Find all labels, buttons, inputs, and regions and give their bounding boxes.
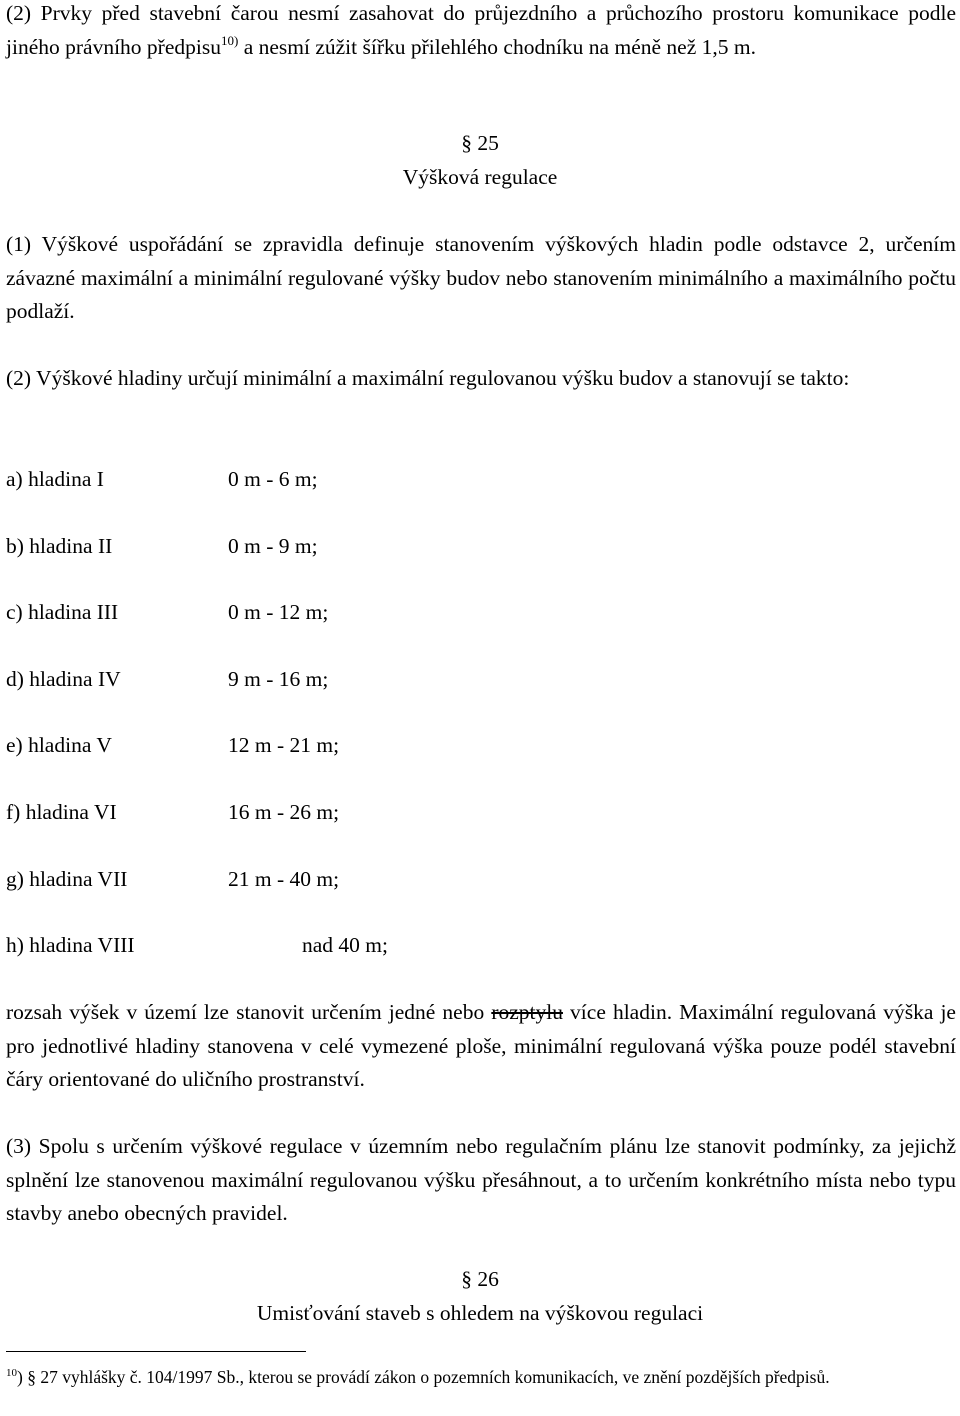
paragraph-text-cont: více hladin. Maximální regulovaná výška je pro jednotlivé hladiny stanovena v celé vymezené ploše, minimální regulovaná výška pouze podél stavební čáry orientované do uličního prostranství.	[6, 1000, 956, 1091]
level-value: 9 m - 16 m;	[228, 667, 329, 691]
footnote-reference: 10)	[220, 32, 239, 48]
level-label: d) hladina IV	[6, 667, 121, 691]
footnote-text: ) § 27 vyhlášky č. 104/1997 Sb., kterou se provádí zákon o pozemních komunikacích, ve znění pozdějších předpisů.	[17, 1367, 830, 1387]
struck-word: rozptylu	[491, 1000, 563, 1024]
section-25-title: Výšková regulace	[402, 165, 558, 189]
level-label: a) hladina I	[6, 467, 104, 491]
level-value: 16 m - 26 m;	[228, 800, 340, 824]
paragraph-25-3: (3) Spolu s určením výškové regulace v územním nebo regulačním plánu lze stanovit podmínky, za jejichž splnění lze stanovenou maximální regulovanou výšku přesáhnout, a to určením konkrétního místa nebo typu stavby anebo obecných pravidel.	[6, 1134, 956, 1225]
level-value: 0 m - 12 m;	[228, 600, 329, 624]
paragraph-2-prvky	[6, 0, 956, 64]
footnote	[6, 1364, 936, 1391]
paragraph-text: rozsah výšek v území lze stanovit určením jedné nebo	[6, 1000, 492, 1024]
level-label: b) hladina II	[6, 534, 113, 558]
section-26-title: Umisťování staveb s ohledem na výškovou regulaci	[256, 1301, 704, 1325]
paragraph-text: (2) Prvky před stavební čarou nesmí zasahovat do průjezdního a průchozího prostoru komunikace podle jiného právního předpisu	[6, 1, 956, 59]
level-label: h) hladina VIII	[6, 933, 135, 957]
footnote-separator	[6, 1351, 306, 1352]
paragraph-rozsah	[6, 996, 956, 1097]
level-label: g) hladina VII	[6, 867, 128, 891]
footnote-number: 10	[6, 1367, 17, 1379]
level-value: nad 40 m;	[302, 933, 388, 957]
level-label: c) hladina III	[6, 600, 119, 624]
paragraph-25-1: (1) Výškové uspořádání se zpravidla definuje stanovením výškových hladin podle odstavce 2, určením závazné maximální a minimální regulované výšky budov nebo stanovením minimálního a maximálního počtu podlaží.	[6, 232, 956, 323]
level-value: 21 m - 40 m;	[228, 867, 340, 891]
paragraph-25-2: (2) Výškové hladiny určují minimální a maximální regulovanou výšku budov a stanovují se takto:	[6, 366, 850, 390]
paragraph-text-cont: a nesmí zúžit šířku přilehlého chodníku na méně než 1,5 m.	[238, 34, 756, 59]
level-value: 0 m - 9 m;	[228, 534, 318, 558]
level-value: 12 m - 21 m;	[228, 733, 340, 757]
section-26-number: § 26	[461, 1267, 499, 1291]
level-label: e) hladina V	[6, 733, 112, 757]
section-25-number: § 25	[461, 131, 499, 155]
level-label: f) hladina VI	[6, 800, 117, 824]
level-value: 0 m - 6 m;	[228, 467, 318, 491]
